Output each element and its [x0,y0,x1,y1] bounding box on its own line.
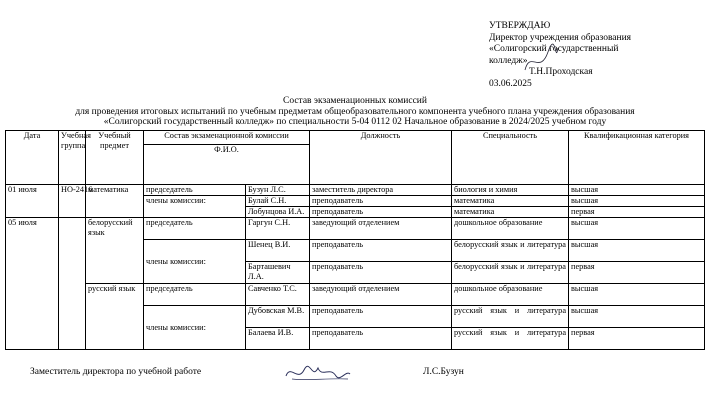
table-cell-fio: Балаева И.В. [246,328,310,350]
block1-subject: математика [86,185,144,218]
table-cell-specialty: русский язык и литература [452,328,569,350]
approval-line-1: Директор учреждения образования [489,32,632,43]
table-cell-category: первая [569,207,705,218]
table-cell-position: преподаватель [310,240,452,262]
block2-members-role: члены комиссии: [144,240,246,284]
approval-block [489,21,689,90]
table-cell-position: преподаватель [310,306,452,328]
table-cell-category: первая [569,262,705,284]
header-category: Квалификационная категория [569,131,705,185]
table-cell-category: высшая [569,196,705,207]
table-cell-fio: Савченко Т.С. [246,284,310,306]
approval-line-2: «Солигорский государственный [489,44,619,54]
header-specialty: Специальность [452,131,569,185]
table-cell-specialty: дошкольное образование [452,284,569,306]
table-cell-fio: Гаргун С.Н. [246,218,310,240]
header-subject: Учебный предмет [86,131,144,185]
block2-subject-1: белорусский язык [86,218,144,284]
approval-title: УТВЕРЖДАЮ [489,21,551,31]
header-position: Должность [310,131,452,185]
approval-date: 03.06.2025 [489,78,532,89]
block1-members-role: члены комиссии: [144,196,246,218]
table-cell-fio: Дубовская М.В. [246,306,310,328]
table-cell-position: преподаватель [310,262,452,284]
table-cell-category: высшая [569,218,705,240]
footer [30,367,690,377]
table-cell-category: первая [569,328,705,350]
table-cell-specialty: математика [452,196,569,207]
approval-line-3: колледж» [489,55,528,66]
header-date: Дата [6,131,59,185]
block1-chair-role: председатель [144,185,246,196]
table-cell-fio: Булай С.Н. [246,196,310,207]
table-cell-category: высшая [569,306,705,328]
heading-line-2: для проведения итоговых испытаний по учебным предметам общеобразовательного компонента учебного плана учреждения образования [75,106,635,117]
table-cell-specialty: белорусский язык и литература [452,240,569,262]
block2-chair2-role: председатель [144,284,246,306]
table-cell-specialty: дошкольное образование [452,218,569,240]
table-cell-specialty: русский язык и литература [452,306,569,328]
table-cell-position: преподаватель [310,328,452,350]
heading-line-3: «Солигорский государственный колледж» по специальности 5-04 0112 02 Начальное образование в 2024/2025 учебном году [103,117,607,127]
footer-label: Заместитель директора по учебной работе [30,367,202,377]
header-commission: Состав экзаменационной комиссии [144,131,310,145]
table-cell-specialty: математика [452,207,569,218]
header-fio: Ф.И.О. [144,145,310,185]
document-heading [0,96,710,128]
table-cell-specialty: биология и химия [452,185,569,196]
table-cell-position: преподаватель [310,207,452,218]
approval-signature-scribble [520,40,560,80]
block2-subject-2: русский язык [86,284,144,350]
footer-name: Л.С.Бузун [423,367,464,377]
table-cell-category: высшая [569,185,705,196]
table-cell-fio: Шенец В.И. [246,240,310,262]
commission-table [5,130,705,350]
table-cell-category: высшая [569,240,705,262]
header-group: Учебная группа [59,131,86,185]
table-cell-fio: Барташевич Л.А. [246,262,310,284]
table-cell-position: заведующий отделением [310,284,452,306]
block2-date: 05 июля [6,218,59,350]
approval-signer: Т.Н.Проходская [529,67,593,77]
table-cell-position: преподаватель [310,196,452,207]
table-cell-position: заведующий отделением [310,218,452,240]
block1-date: 01 июля [6,185,59,218]
table-cell-category: высшая [569,284,705,306]
block1-group: НО-2416 [59,185,86,218]
table-cell-position: заместитель директора [310,185,452,196]
table-cell-specialty: белорусский язык и литература [452,262,569,284]
block2-group [59,218,86,350]
table-cell-fio: Лобунцова И.А. [246,207,310,218]
block2-members2-role: члены комиссии: [144,306,246,350]
heading-line-1: Состав экзаменационных комиссий [283,96,427,106]
table-cell-fio: Бузун Л.С. [246,185,310,196]
handwritten-signature [282,362,352,384]
block2-chair-role: председатель [144,218,246,240]
